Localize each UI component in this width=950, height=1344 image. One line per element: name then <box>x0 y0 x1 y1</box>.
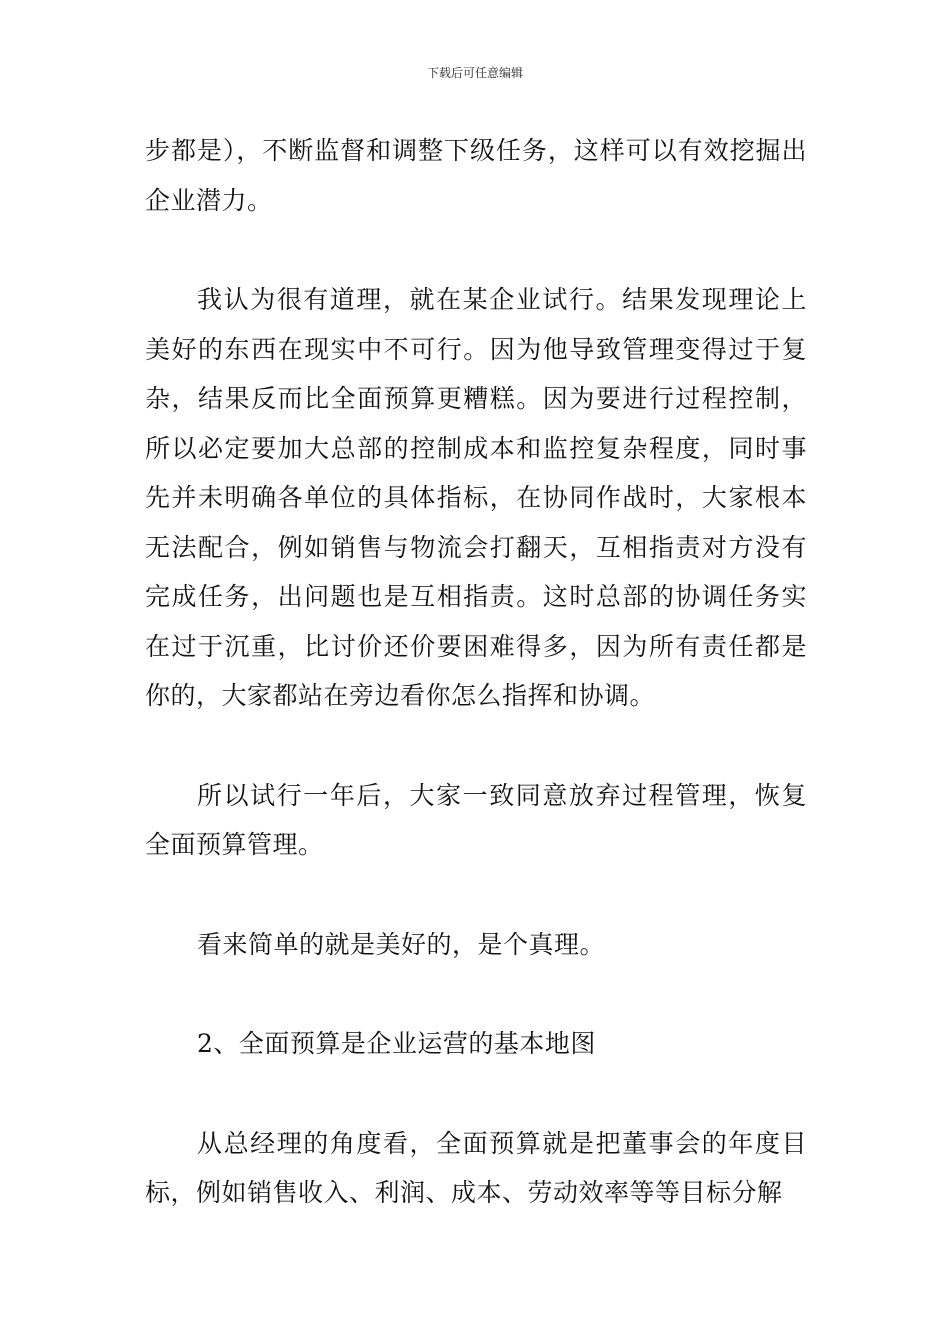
paragraph-trial-experience: 我认为很有道理，就在某企业试行。结果发现理论上美好的东西在现实中不可行。因为他导致管理变得过于复杂，结果反而比全面预算更糟糕。因为要进行过程控制，所以必定要加大总部的控制成本和监控复杂程度，同时事先并未明确各单位的具体指标，在协同作战时，大家根本无法配合，例如销售与物流会打翻天，互相指责对方没有完成任务，出问题也是互相指责。这时总部的协调任务实在过于沉重，比讨价还价要困难得多，因为所有责任都是你的，大家都站在旁边看你怎么指挥和协调。 <box>145 285 807 710</box>
paragraph-restore-budget: 所以试行一年后，大家一致同意放弃过程管理，恢复全面预算管理。 <box>145 780 807 859</box>
section-heading: 2、全面预算是企业运营的基本地图 <box>197 1029 596 1058</box>
paragraph-continuation: 步都是），不断监督和调整下级任务，这样可以有效挖掘出企业潜力。 <box>145 136 807 215</box>
page-header: 下载后可任意编辑 <box>426 66 523 80</box>
document-body <box>145 126 807 1218</box>
paragraph-gm-perspective: 从总经理的角度看，全面预算就是把董事会的年度目标，例如销售收入、利润、成本、劳动效率等等目标分解 <box>145 1128 807 1207</box>
paragraph-simple-truth: 看来简单的就是美好的，是个真理。 <box>197 929 606 959</box>
